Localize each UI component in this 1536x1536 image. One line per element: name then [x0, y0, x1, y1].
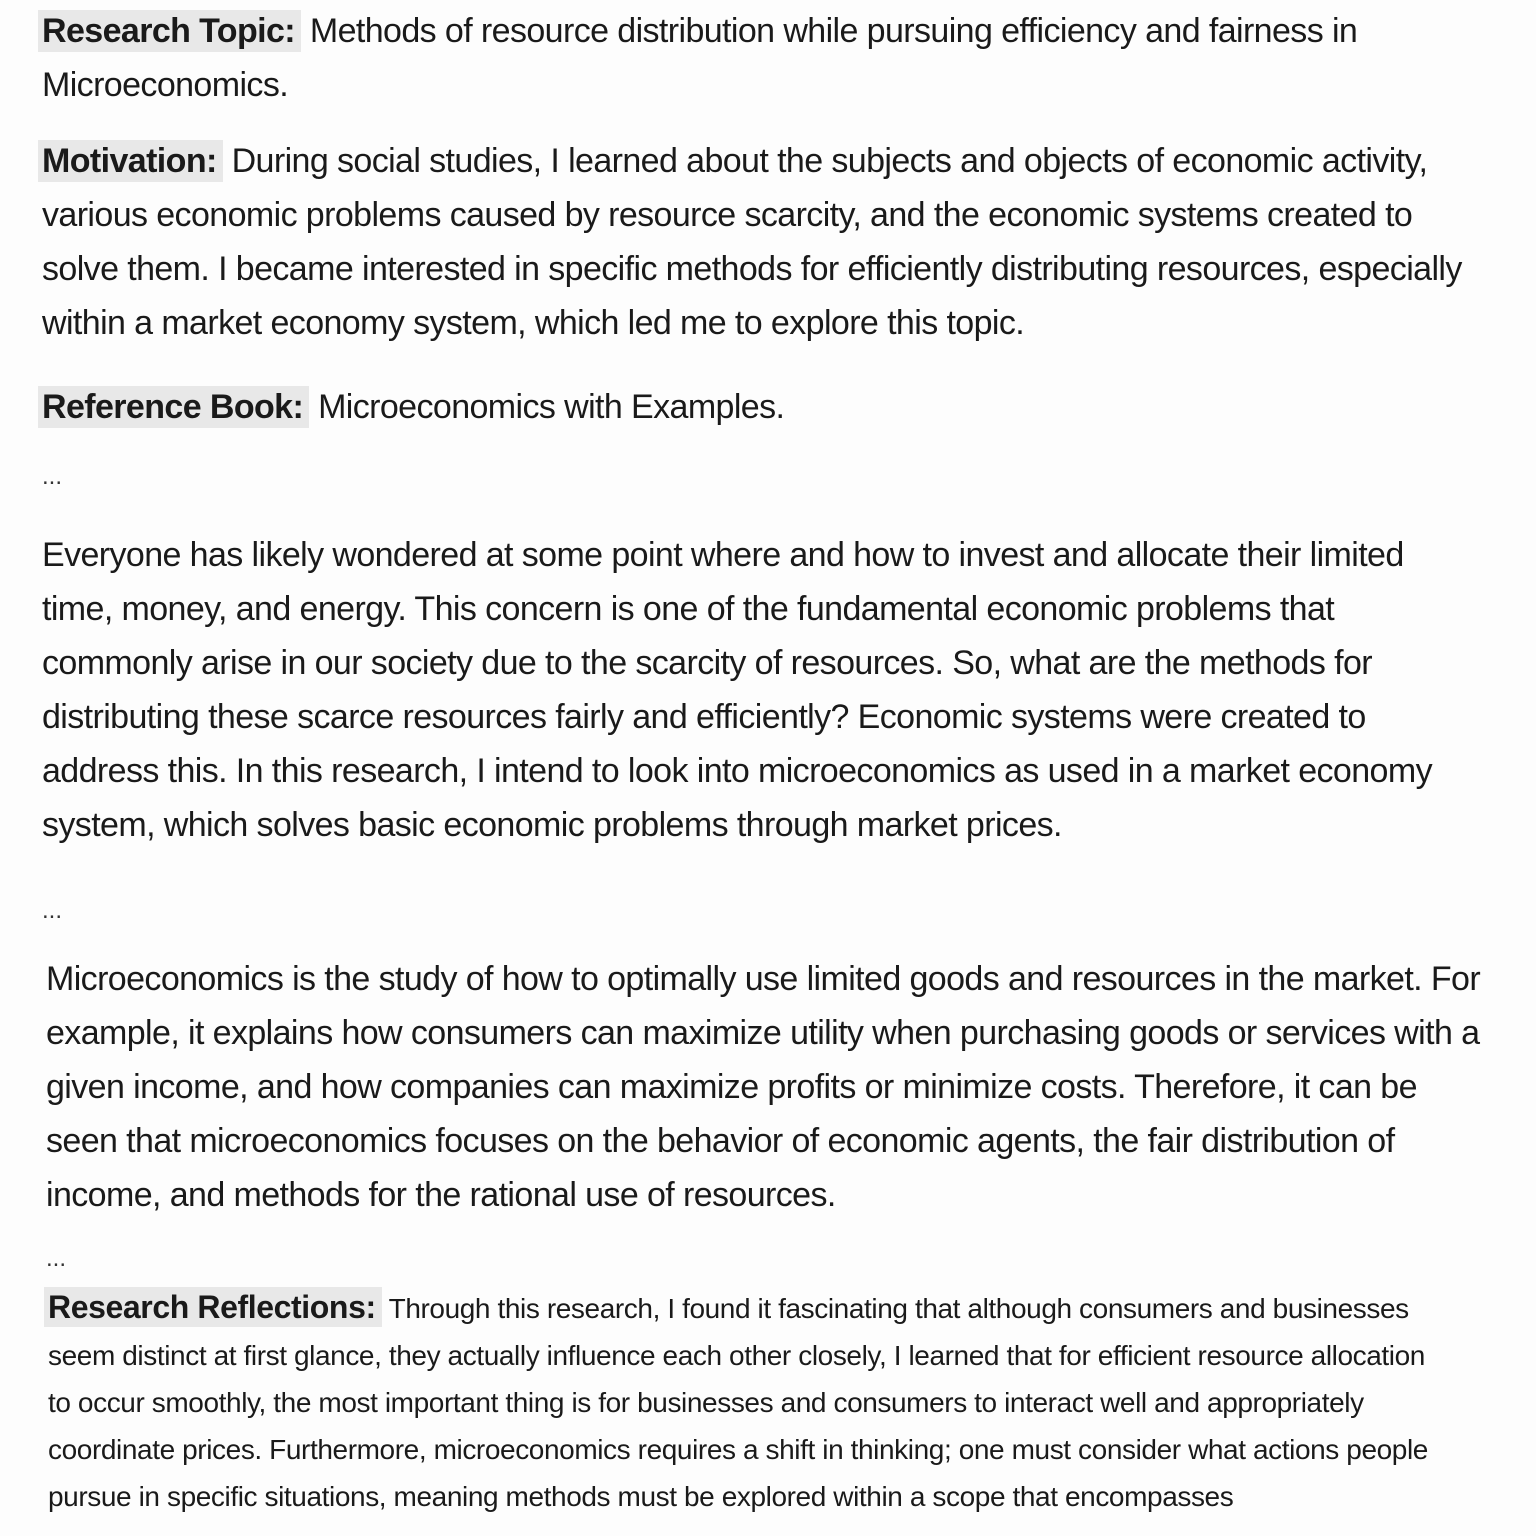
- ellipsis-2: ...: [42, 897, 63, 924]
- motivation-label: Motivation:: [38, 140, 223, 182]
- paragraph-microeconomics-text: Microeconomics is the study of how to optimally use limited goods and resources in the market. For example, it explains how consumers can maximize utility when purchasing goods or services with a given income, and how companies can maximize profits or minimize costs. Therefore, it can be seen that microeconomics focuses on the behavior of economic agents, the fair distribution of income, and methods for the rational use of resources.: [46, 960, 1481, 1214]
- research-reflections-label: Research Reflections:: [44, 1287, 382, 1327]
- research-reflections-text: Through this research, I found it fascinating that although consumers and businesses seem distinct at first glance, they actually influence each other closely, I learned that for efficient resource allocation to occur smoothly, the most important thing is for businesses and consumers to interact well and appropriately coordinate prices. Furthermore, microeconomics requires a shift in thinking; one must consider what actions people pursue in specific situations, meaning methods must be explored within a scope that encompasses: [48, 1293, 1428, 1512]
- paragraph-microeconomics: [46, 952, 1486, 1222]
- research-topic-text: Methods of resource distribution while pursuing efficiency and fairness in Microeconomics.: [42, 12, 1358, 104]
- reference-book-text: Microeconomics with Examples.: [318, 388, 785, 426]
- paragraph-scarcity-text: Everyone has likely wondered at some point where and how to invest and allocate their limited time, money, and energy. This concern is one of the fundamental economic problems that commonly arise in our society due to the scarcity of resources. So, what are the methods for distributing these scarce resources fairly and efficiently? Economic systems were created to address this. In this research, I intend to look into microeconomics as used in a market economy system, which solves basic economic problems through market prices.: [42, 536, 1432, 844]
- reference-book-label: Reference Book:: [38, 386, 309, 428]
- motivation-text: During social studies, I learned about the subjects and objects of economic activity, various economic problems caused by resource scarcity, and the economic systems created to solve them. I became interested in specific methods for efficiently distributing resources, especially within a market economy system, which led me to explore this topic.: [42, 142, 1462, 342]
- ellipsis-1: ...: [42, 463, 63, 490]
- motivation-section: [42, 134, 1482, 350]
- research-topic-section: [42, 4, 1482, 112]
- reference-book-section: [42, 380, 1482, 434]
- ellipsis-3: ...: [46, 1245, 67, 1272]
- paragraph-scarcity: [42, 528, 1482, 852]
- research-topic-label: Research Topic:: [38, 10, 301, 52]
- research-reflections-section: [48, 1284, 1448, 1520]
